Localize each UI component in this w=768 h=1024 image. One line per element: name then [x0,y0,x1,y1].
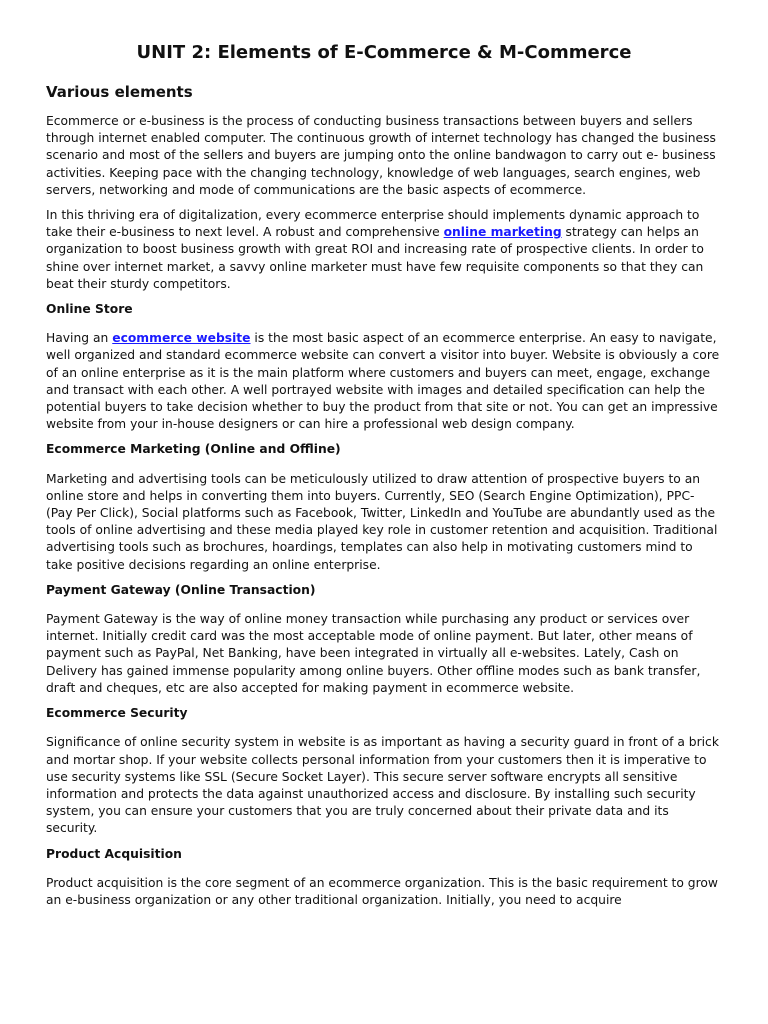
intro-paragraph-1: Ecommerce or e-business is the process of conducting business transactions between buyers and sellers through internet enabled computer. The continuous growth of internet technology has changed the business scenario and most of the sellers and buyers are jumping onto the online bandwagon to carry out e- business activities. Keeping pace with the changing technology, knowledge of web languages, search engines, web servers, networking and mode of communications are the basic aspects of ecommerce. [46,114,716,197]
online-store-heading: Online Store [46,302,133,317]
online-marketing-link[interactable]: online marketing [443,225,562,240]
intro-paragraph-2 [46,207,722,293]
ecommerce-website-link[interactable]: ecommerce website [112,331,251,346]
marketing-heading: Ecommerce Marketing (Online and Offline) [46,442,341,457]
payment-gateway-paragraph: Payment Gateway is the way of online money transaction while purchasing any product or services over internet. Initially credit card was the most acceptable mode of online payment. But later, other means of payment such as PayPal, Net Banking, have been integrated in virtually all e-websites. Lately, Cash on Delivery has gained immense popularity among online buyers. Other offline modes such as bank transfer, draft and cheques, etc are also accepted for making payment in ecommerce website. [46,612,701,695]
online-store-text-after: is the most basic aspect of an ecommerce enterprise. An easy to navigate, well organized and standard ecommerce website can convert a visitor into buyer. Website is obviously a core of an online enterprise as it is the main platform where customers and buyers can meet, engage, exchange and transact with each other. A well portrayed website with images and detailed specification can help the potential buyers to take decision whether to buy the product from that site or not. You can get an impressive website from your in-house designers or can hire a professional web design company. [46,331,720,432]
document-title: UNIT 2: Elements of E-Commerce & M-Commerce [136,42,632,63]
security-heading: Ecommerce Security [46,706,188,721]
section-heading: Various elements [46,83,193,101]
online-store-text-before: Having an [46,331,113,346]
product-acquisition-paragraph: Product acquisition is the core segment of an ecommerce organization. This is the basic requirement to grow an e-business organization or any other traditional organization. Initially, you need to acquire [46,875,718,907]
online-store-paragraph [46,330,722,433]
payment-gateway-heading: Payment Gateway (Online Transaction) [46,582,316,597]
product-acquisition-heading: Product Acquisition [46,846,182,861]
intro-paragraph-2-text-before: In this thriving era of digitalization, every ecommerce enterprise should implements dynamic approach to take their e-business to next level. A robust and comprehensive [46,208,700,240]
intro-paragraph-2-text-after: strategy can helps an organization to boost business growth with great ROI and increasing rate of prospective clients. In order to shine over internet market, a savvy online marketer must have few requisite components so that they can beat their sturdy competitors. [46,225,704,291]
security-paragraph: Significance of online security system in website is as important as having a security guard in front of a brick and mortar shop. If your website collects personal information from your customers then it is imperative to use security systems like SSL (Secure Socket Layer). This secure server software encrypts all sensitive information and protects the data against unauthorized access and disclosure. By installing such security system, you can ensure your customers that you are truly concerned about their private data and its security. [46,735,719,836]
marketing-paragraph: Marketing and advertising tools can be meticulously utilized to draw attention of prospective buyers to an online store and helps in converting them into buyers. Currently, SEO (Search Engine Optimization), PPC- (Pay Per Click), Social platforms such as Facebook, Twitter, LinkedIn and YouTube are abundantly used as the tools of online advertising and these media played key role in customer retention and acquisition. Traditional advertising tools such as brochures, hoardings, templates can also help in motivating customers mind to take positive decisions regarding an online enterprise. [46,471,718,572]
